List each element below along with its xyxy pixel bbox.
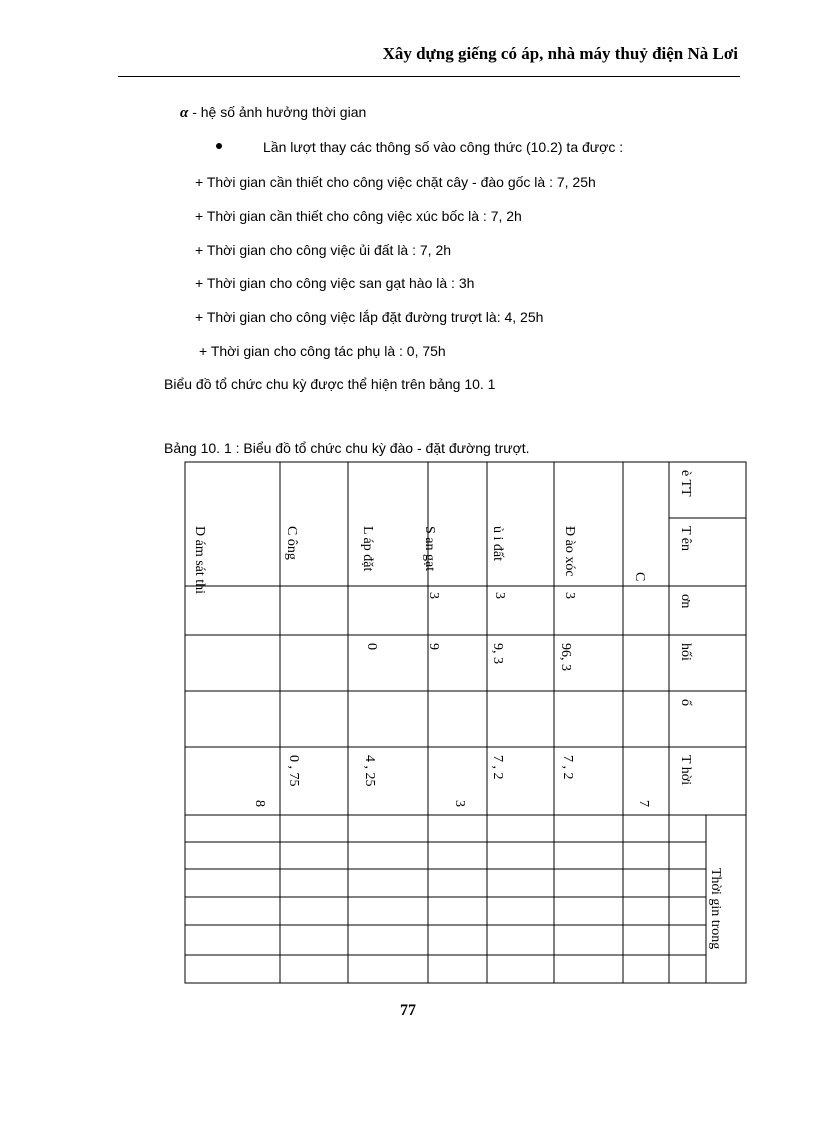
table-cell: T ên bbox=[678, 526, 693, 552]
table-cell: 3 bbox=[452, 800, 467, 807]
list-item: + Thời gian cho công việc ủi đất là : 7, 2h bbox=[195, 242, 452, 258]
table-cell: 96, 3 bbox=[558, 643, 573, 671]
table-cell: L áp đặt bbox=[360, 526, 375, 572]
table-cell: Đ ào xóc bbox=[562, 526, 577, 577]
table-cell: C ông bbox=[284, 526, 299, 560]
table-cell: 0 , 75 bbox=[286, 755, 301, 787]
table-cell: ố bbox=[678, 699, 693, 706]
page-header-title: Xây dựng giếng có áp, nhà máy thuỷ điện Nà Lơi bbox=[382, 44, 738, 63]
table-cell: Thời gin trong bbox=[708, 868, 723, 950]
table-cell: ủ i đất bbox=[490, 526, 505, 561]
table-cell: 3 bbox=[492, 592, 507, 599]
list-item: + Thời gian cho công việc lắp đặt đường trượt là: 4, 25h bbox=[195, 309, 544, 325]
alpha-symbol: α bbox=[180, 105, 189, 121]
page-number: 77 bbox=[400, 1002, 416, 1019]
list-item: + Thời gian cho công tác phụ là : 0, 75h bbox=[199, 343, 446, 359]
table-cell: hối bbox=[678, 643, 693, 661]
table-cell: 7 , 2 bbox=[490, 755, 505, 780]
alpha-definition-text: - hệ số ảnh hưởng thời gian bbox=[188, 104, 367, 120]
table-cell: T hời bbox=[678, 755, 693, 786]
table-cell: 3 bbox=[426, 592, 441, 599]
table-cell: 3 bbox=[562, 592, 577, 599]
table-caption: Bảng 10. 1 : Biểu đồ tổ chức chu kỳ đào - đặt đường trượt. bbox=[164, 440, 530, 456]
table-cell: 7 bbox=[636, 800, 651, 807]
table-cell: 0 bbox=[364, 643, 379, 650]
table-cell: 8 bbox=[252, 800, 267, 807]
table-cell: S an gạt bbox=[422, 526, 437, 572]
list-item: + Thời gian cho công việc san gạt hào là : 3h bbox=[195, 275, 475, 291]
summary-text: Biểu đồ tổ chức chu kỳ được thể hiện trên bảng 10. 1 bbox=[164, 376, 496, 392]
table-cell: C bbox=[632, 572, 647, 582]
table-cell: D ám sát thi bbox=[192, 526, 207, 595]
table-cell: è TT bbox=[678, 470, 693, 497]
table-cell: ơn bbox=[678, 594, 693, 609]
table-cell: 9 bbox=[426, 643, 441, 650]
bullet-text: Lần lượt thay các thông số vào công thức (10.2) ta được : bbox=[263, 139, 624, 155]
table-cell: 4 , 25 bbox=[362, 755, 377, 787]
list-item: + Thời gian cần thiết cho công việc xúc bốc là : 7, 2h bbox=[195, 208, 522, 224]
list-item: + Thời gian cần thiết cho công việc chặt cây - đào gốc là : 7, 25h bbox=[195, 174, 596, 190]
table-cell: 9, 3 bbox=[490, 643, 505, 664]
table-cell: 7 , 2 bbox=[560, 755, 575, 780]
